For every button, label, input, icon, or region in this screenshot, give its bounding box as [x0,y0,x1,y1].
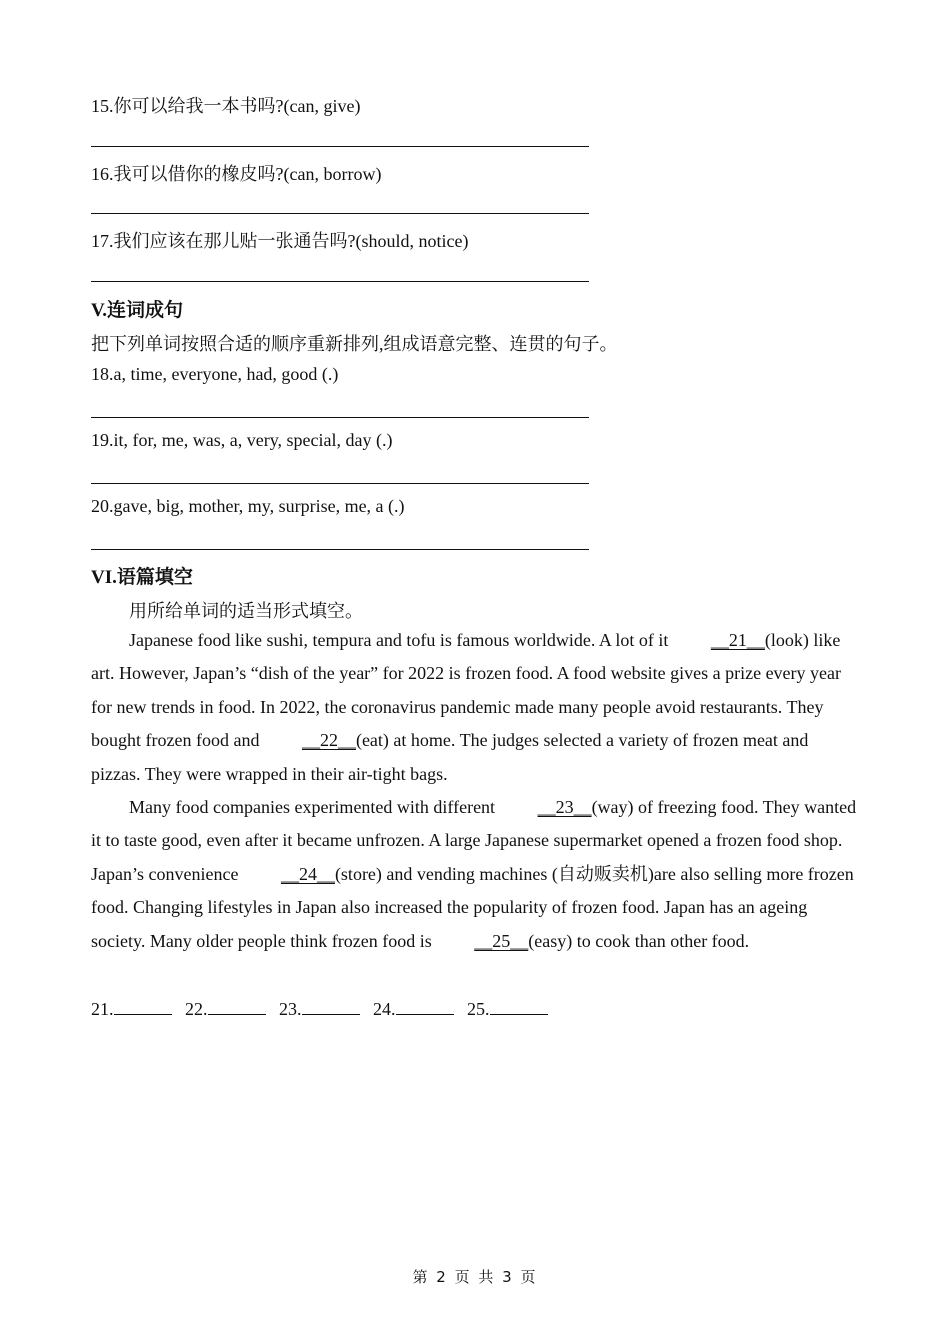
question-17: 17.我们应该在那儿贴一张通告吗?(should, notice) [91,231,469,251]
answer-label-23: 23. [279,999,302,1019]
section-6-instruction: 用所给单词的适当形式填空。 [129,601,363,621]
section-5-instruction: 把下列单词按照合适的顺序重新排列,组成语意完整、连贯的句子。 [91,334,618,354]
passage-paragraph-2: Many food companies experimented with different __23__(way) of freezing food. They wanted it to taste good, even after it became unfrozen. A large Japanese supermarket opened a frozen food shop. Japan’s convenience __24__(store) and vending machines (自动贩卖机)are also selling more frozen food. Changing lifestyles in Japan also increased the popularity of frozen food. Japan has an ageing society. Many older people think frozen food is __25__(easy) to cook than other food. [91,791,859,958]
answer-line-18 [91,417,589,418]
answer-line-15 [91,146,589,147]
answer-field-23[interactable] [302,998,360,1015]
answer-label-25: 25. [467,999,490,1019]
answer-label-21: 21. [91,999,114,1019]
question-15: 15.你可以给我一本书吗?(can, give) [91,96,361,116]
answer-field-22[interactable] [208,998,266,1015]
section-5-title: V.连词成句 [91,300,184,321]
question-19: 19.it, for, me, was, a, very, special, day (.) [91,430,393,450]
answer-line-16 [91,213,589,214]
answer-line-19 [91,483,589,484]
passage [91,624,859,958]
blank-22: __22__ [301,730,356,751]
answer-label-24: 24. [373,999,396,1019]
answer-field-25[interactable] [490,998,548,1015]
blank-21: __21__ [710,630,765,650]
section-6-title: VI.语篇填空 [91,567,193,588]
blank-23: __23__ [537,797,592,818]
page-footer: 第 2 页 共 3 页 [412,1268,538,1286]
question-16: 16.我可以借你的橡皮吗?(can, borrow) [91,164,382,184]
blank-25: __25__ [474,930,529,951]
question-18: 18.a, time, everyone, had, good (.) [91,364,339,384]
answer-field-21[interactable] [114,998,172,1015]
answer-line-20 [91,549,589,550]
answer-field-24[interactable] [396,998,454,1015]
answer-blanks [91,998,557,1020]
answer-label-22: 22. [185,999,208,1019]
passage-paragraph-1: Japanese food like sushi, tempura and tofu is famous worldwide. A lot of it __21__(look) like art. However, Japan’s “dish of the year” for 2022 is frozen food. A food website gives a prize every year for new trends in food. In 2022, the coronavirus pandemic made many people avoid restaurants. They bought frozen food and __22__(eat) at home. The judges selected a variety of frozen meat and pizzas. They were wrapped in their air-tight bags. [91,624,859,791]
blank-24: __24__ [280,863,335,884]
question-20: 20.gave, big, mother, my, surprise, me, a (.) [91,496,405,516]
answer-line-17 [91,281,589,282]
